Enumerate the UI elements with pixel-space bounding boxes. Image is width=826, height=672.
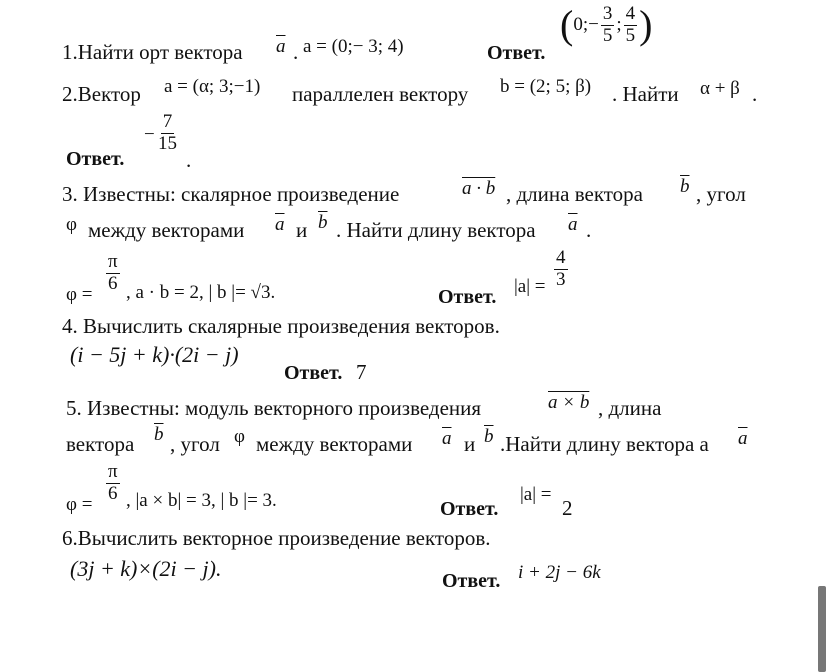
p5-vec-b2: $\overline{b}$ bbox=[484, 426, 494, 447]
p1-f2-num: 4 bbox=[625, 3, 636, 24]
p2-formula1: a = (α; 3;−1) bbox=[164, 76, 261, 97]
p4-answer-value: 7 bbox=[356, 360, 367, 384]
p1-f1-den: 5 bbox=[602, 24, 613, 46]
p2-end: . bbox=[752, 82, 758, 106]
p3-pi-den: 6 bbox=[108, 272, 118, 294]
p2-answer-label: Ответ. bbox=[66, 148, 125, 170]
p5-ans-lhs: |a| = bbox=[520, 484, 552, 505]
p3-pi-num: π bbox=[108, 251, 118, 272]
p1-answer-formula bbox=[560, 4, 652, 47]
p1-answer-label: Ответ. bbox=[487, 42, 546, 64]
p6-answer-value: i + 2j − 6k bbox=[518, 562, 601, 583]
p1-text: 1.Найти орт вектора bbox=[62, 40, 243, 64]
p5-text2: , длина bbox=[598, 396, 662, 420]
p6-formula: (3j + k)×(2i − j). bbox=[70, 556, 222, 581]
p3-and: и bbox=[296, 218, 308, 242]
p4-formula: (i − 5j + k)·(2i − j) bbox=[70, 342, 239, 367]
p4-answer-label: Ответ. bbox=[284, 362, 343, 384]
p2-ans-num: 7 bbox=[162, 111, 173, 132]
p1-vec-a: $\overline{a}$ bbox=[276, 36, 286, 57]
p1-semi: ; bbox=[616, 14, 622, 36]
p5-pi-num: π bbox=[108, 461, 118, 482]
p5-text3: вектора bbox=[66, 432, 135, 456]
p3-vec-b: $\overline{b}$ bbox=[680, 176, 690, 197]
p6-text: 6.Вычислить векторное произведение векторов. bbox=[62, 526, 491, 550]
p5-and: и bbox=[464, 432, 476, 456]
p3-ans-num: 4 bbox=[556, 247, 566, 268]
p3-ans-den: 3 bbox=[556, 268, 566, 290]
p2-formula3: α + β bbox=[700, 78, 740, 99]
p2-text1: 2.Вектор bbox=[62, 82, 141, 106]
p3-given-rest: , a · b = 2, | b |= √3. bbox=[126, 282, 276, 303]
p5-text6: .Найти длину вектора a bbox=[500, 432, 709, 456]
p3-end: . bbox=[586, 218, 592, 242]
p6-answer-label: Ответ. bbox=[442, 570, 501, 592]
scrollbar[interactable] bbox=[818, 586, 826, 672]
p2-ans-minus: − bbox=[144, 124, 155, 145]
p2-ans-den: 15 bbox=[158, 132, 177, 154]
p5-phi: φ bbox=[234, 426, 245, 447]
p1-formula: a = (0;− 3; 4) bbox=[303, 36, 404, 57]
p5-text4: , угол bbox=[170, 432, 220, 456]
p2-ans-frac bbox=[158, 112, 177, 155]
p3-given-phi: φ = bbox=[66, 284, 93, 305]
p5-formula-axb: a × b bbox=[548, 392, 590, 413]
p3-phi: φ bbox=[66, 214, 77, 235]
p5-given-phi: φ = bbox=[66, 494, 93, 515]
p5-given-rest: , |a × b| = 3, | b |= 3. bbox=[126, 490, 277, 511]
p3-vec-a: $\overline{a}$ bbox=[275, 214, 285, 235]
p3-text2: , длина вектора bbox=[506, 182, 643, 206]
p5-pi-frac bbox=[106, 462, 120, 505]
p3-pi-frac bbox=[106, 252, 120, 295]
p3-text5: . Найти длину вектора bbox=[336, 218, 536, 242]
p3-text1: 3. Известны: скалярное произведение bbox=[62, 182, 400, 206]
p2-formula2: b = (2; 5; β) bbox=[500, 76, 592, 97]
p5-text5: между векторами bbox=[256, 432, 413, 456]
p1-f2-den: 5 bbox=[625, 24, 636, 46]
p5-text1: 5. Известны: модуль векторного произведения bbox=[66, 396, 482, 420]
p1-ans-frac1 bbox=[601, 4, 615, 47]
p1-ans-zero: 0;− bbox=[573, 14, 599, 36]
p5-vec-b: $\overline{b}$ bbox=[154, 424, 164, 445]
p1-ans-open: ( bbox=[560, 2, 574, 48]
p5-vec-a2: $\overline{a}$ bbox=[738, 428, 748, 449]
p5-answer-label: Ответ. bbox=[440, 498, 499, 520]
p3-formula-ab: a · b bbox=[462, 178, 496, 199]
p4-text: 4. Вычислить скалярные произведения векторов. bbox=[62, 314, 500, 338]
p3-text3: , угол bbox=[696, 182, 746, 206]
p3-vec-a2: $\overline{a}$ bbox=[568, 214, 578, 235]
p2-text2: параллелен вектору bbox=[292, 82, 469, 106]
p3-ans-lhs: |a| = bbox=[514, 276, 546, 297]
p5-vec-a: $\overline{a}$ bbox=[442, 428, 452, 449]
p1-ans-frac2 bbox=[624, 4, 638, 47]
p5-answer-value: 2 bbox=[562, 496, 573, 520]
p3-ans-frac bbox=[554, 248, 568, 291]
p3-text4: между векторами bbox=[88, 218, 245, 242]
p2-text3: . Найти bbox=[612, 82, 679, 106]
p5-pi-den: 6 bbox=[108, 482, 118, 504]
p3-answer-label: Ответ. bbox=[438, 286, 497, 308]
p2-ans-end: . bbox=[186, 148, 192, 172]
p1-dot: . bbox=[293, 40, 299, 64]
p1-ans-close: ) bbox=[639, 2, 653, 48]
p1-f1-num: 3 bbox=[602, 3, 613, 24]
p3-vec-b2: $\overline{b}$ bbox=[318, 212, 328, 233]
